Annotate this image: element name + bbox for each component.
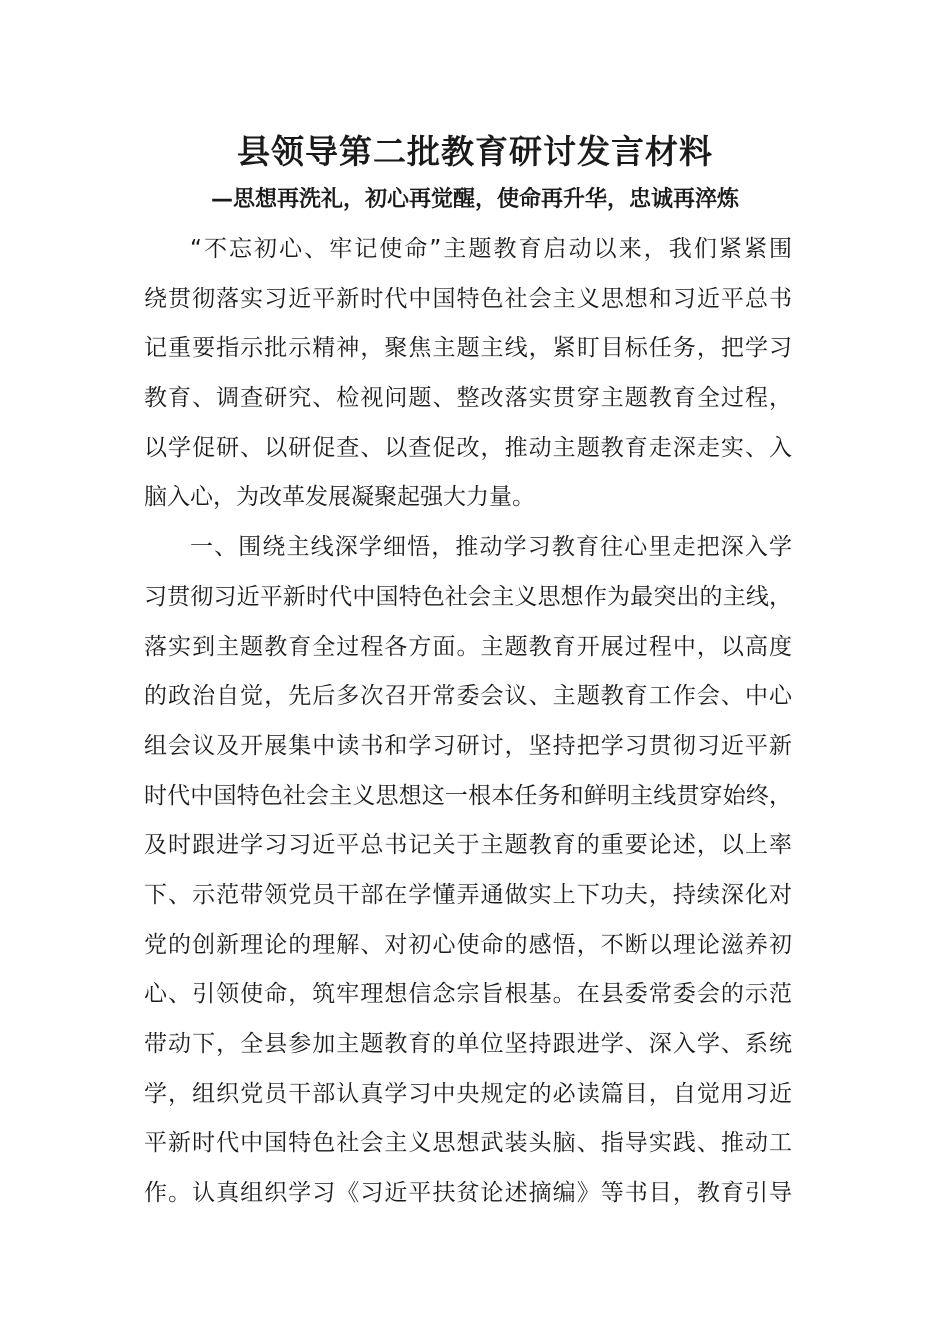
body-line: 落实到主题教育全过程各方面。主题教育开展过程中，以高度 (144, 633, 792, 660)
body-line: “不忘初心、牢记使命”主题教育启动以来，我们紧紧围 (190, 236, 792, 262)
body-line: 绕贯彻落实习近平新时代中国特色社会主义思想和习近平总书 (144, 285, 792, 312)
body-line: 教育、调查研究、检视问题、整改落实贯穿主题教育全过程， (144, 385, 792, 412)
body-line: 时代中国特色社会主义思想这一根本任务和鲜明主线贯穿始终， (144, 782, 792, 809)
body-line: 脑入心，为改革发展凝聚起强大力量。 (144, 484, 535, 511)
body-line: 党的创新理论的理解、对初心使命的感悟，不断以理论滋养初 (144, 931, 792, 958)
body-line: 心、引领使命，筑牢理想信念宗旨根基。在县委常委会的示范 (144, 981, 792, 1008)
body-line: 以学促研、以研促查、以查促改，推动主题教育走深走实、入 (144, 434, 792, 461)
document-subtitle: —思想再洗礼，初心再觉醒，使命再升华，忠诚再淬炼 (210, 187, 739, 212)
document-body (144, 225, 792, 1219)
body-line: 平新时代中国特色社会主义思想武装头脑、指导实践、推动工 (144, 1130, 792, 1157)
body-line: 及时跟进学习习近平总书记关于主题教育的重要论述，以上率 (144, 832, 792, 859)
body-line: 一、围绕主线深学细悟，推动学习教育往心里走把深入学 (190, 534, 792, 561)
body-line: 作。认真组织学习《习近平扶贫论述摘编》等书目，教育引导 (144, 1180, 792, 1207)
body-line: 习贯彻习近平新时代中国特色社会主义思想作为最突出的主线， (144, 583, 792, 610)
body-line: 的政治自觉，先后多次召开常委会议、主题教育工作会、中心 (144, 683, 792, 710)
body-line: 下、示范带领党员干部在学懂弄通做实上下功夫，持续深化对 (144, 881, 792, 908)
body-line: 记重要指示批示精神，聚焦主题主线，紧盯目标任务，把学习 (144, 335, 792, 362)
body-line: 组会议及开展集中读书和学习研讨，坚持把学习贯彻习近平新 (144, 732, 792, 759)
body-line: 学，组织党员干部认真学习中央规定的必读篇目，自觉用习近 (144, 1080, 792, 1107)
document-title: 县领导第二批教育研讨发言材料 (237, 132, 713, 171)
body-line: 带动下，全县参加主题教育的单位坚持跟进学、深入学、系统 (144, 1031, 792, 1057)
